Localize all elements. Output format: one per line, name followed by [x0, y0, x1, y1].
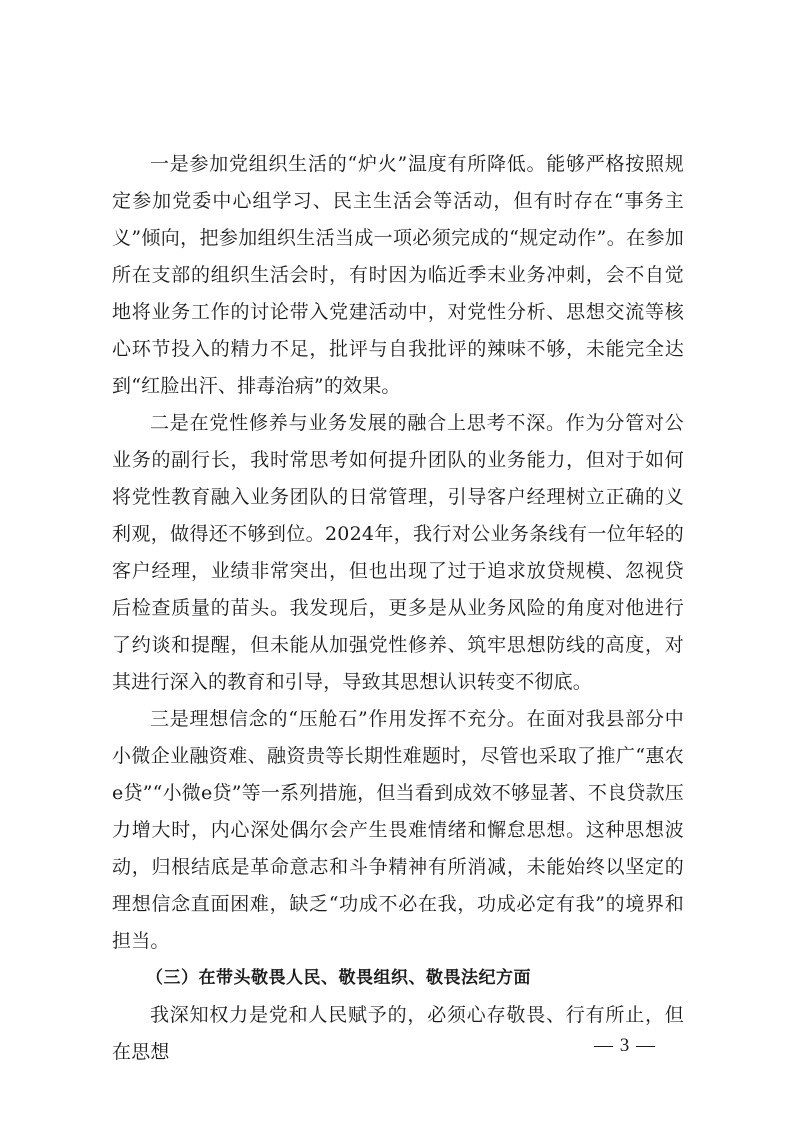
page-number: — 3 — [594, 1035, 656, 1056]
paragraph-4: 我深知权力是党和人民赋予的，必须心存敬畏、行有所止，但在思想 [112, 1004, 684, 1063]
paragraph-2: 二是在党性修养与业务发展的融合上思考不深。作为分管对公业务的副行长，我时常思考如何提升团队的业务能力，但对于如何将党性教育融入业务团队的日常管理，引导客户经理树立正确的义利观，做得还不够到位。2024年，我行对公业务条线有一位年轻的客户经理，业绩非常突出，但也出现了过于追求放贷规模、忽视贷后检查质量的苗头。我发现后，更多是从业务风险的角度对他进行了约谈和提醒，但未能从加强党性修养、筑牢思想防线的高度，对其进行深入的教育和引导，导致其思想认识转变不彻底。 [112, 412, 684, 693]
section-heading: （三）在带头敬畏人民、敬畏组织、敬畏法纪方面 [146, 968, 531, 988]
paragraph-3: 三是理想信念的“压舱石”作用发挥不充分。在面对我县部分中小微企业融资难、融资贵等长期性难题时，尽管也采取了推广“惠农e贷”“小微e贷”等一系列措施，但当看到成效不够显著、不良贷款压力增大时，内心深处偶尔会产生畏难情绪和懈怠思想。这种思想波动，归根结底是革命意志和斗争精神有所消减，未能始终以坚定的理想信念直面困难，缺乏“功成不必在我，功成必定有我”的境界和担当。 [112, 708, 684, 952]
document-body [112, 146, 684, 1071]
paragraph-1: 一是参加党组织生活的“炉火”温度有所降低。能够严格按照规定参加党委中心组学习、民主生活会等活动，但有时存在“事务主义”倾向，把参加组织生活当成一项必须完成的“规定动作”。在参加所在支部的组织生活会时，有时因为临近季末业务冲刺，会不自觉地将业务工作的讨论带入党建活动中，对党性分析、思想交流等核心环节投入的精力不足，批评与自我批评的辣味不够，未能完全达到“红脸出汗、排毒治病”的效果。 [112, 153, 684, 397]
